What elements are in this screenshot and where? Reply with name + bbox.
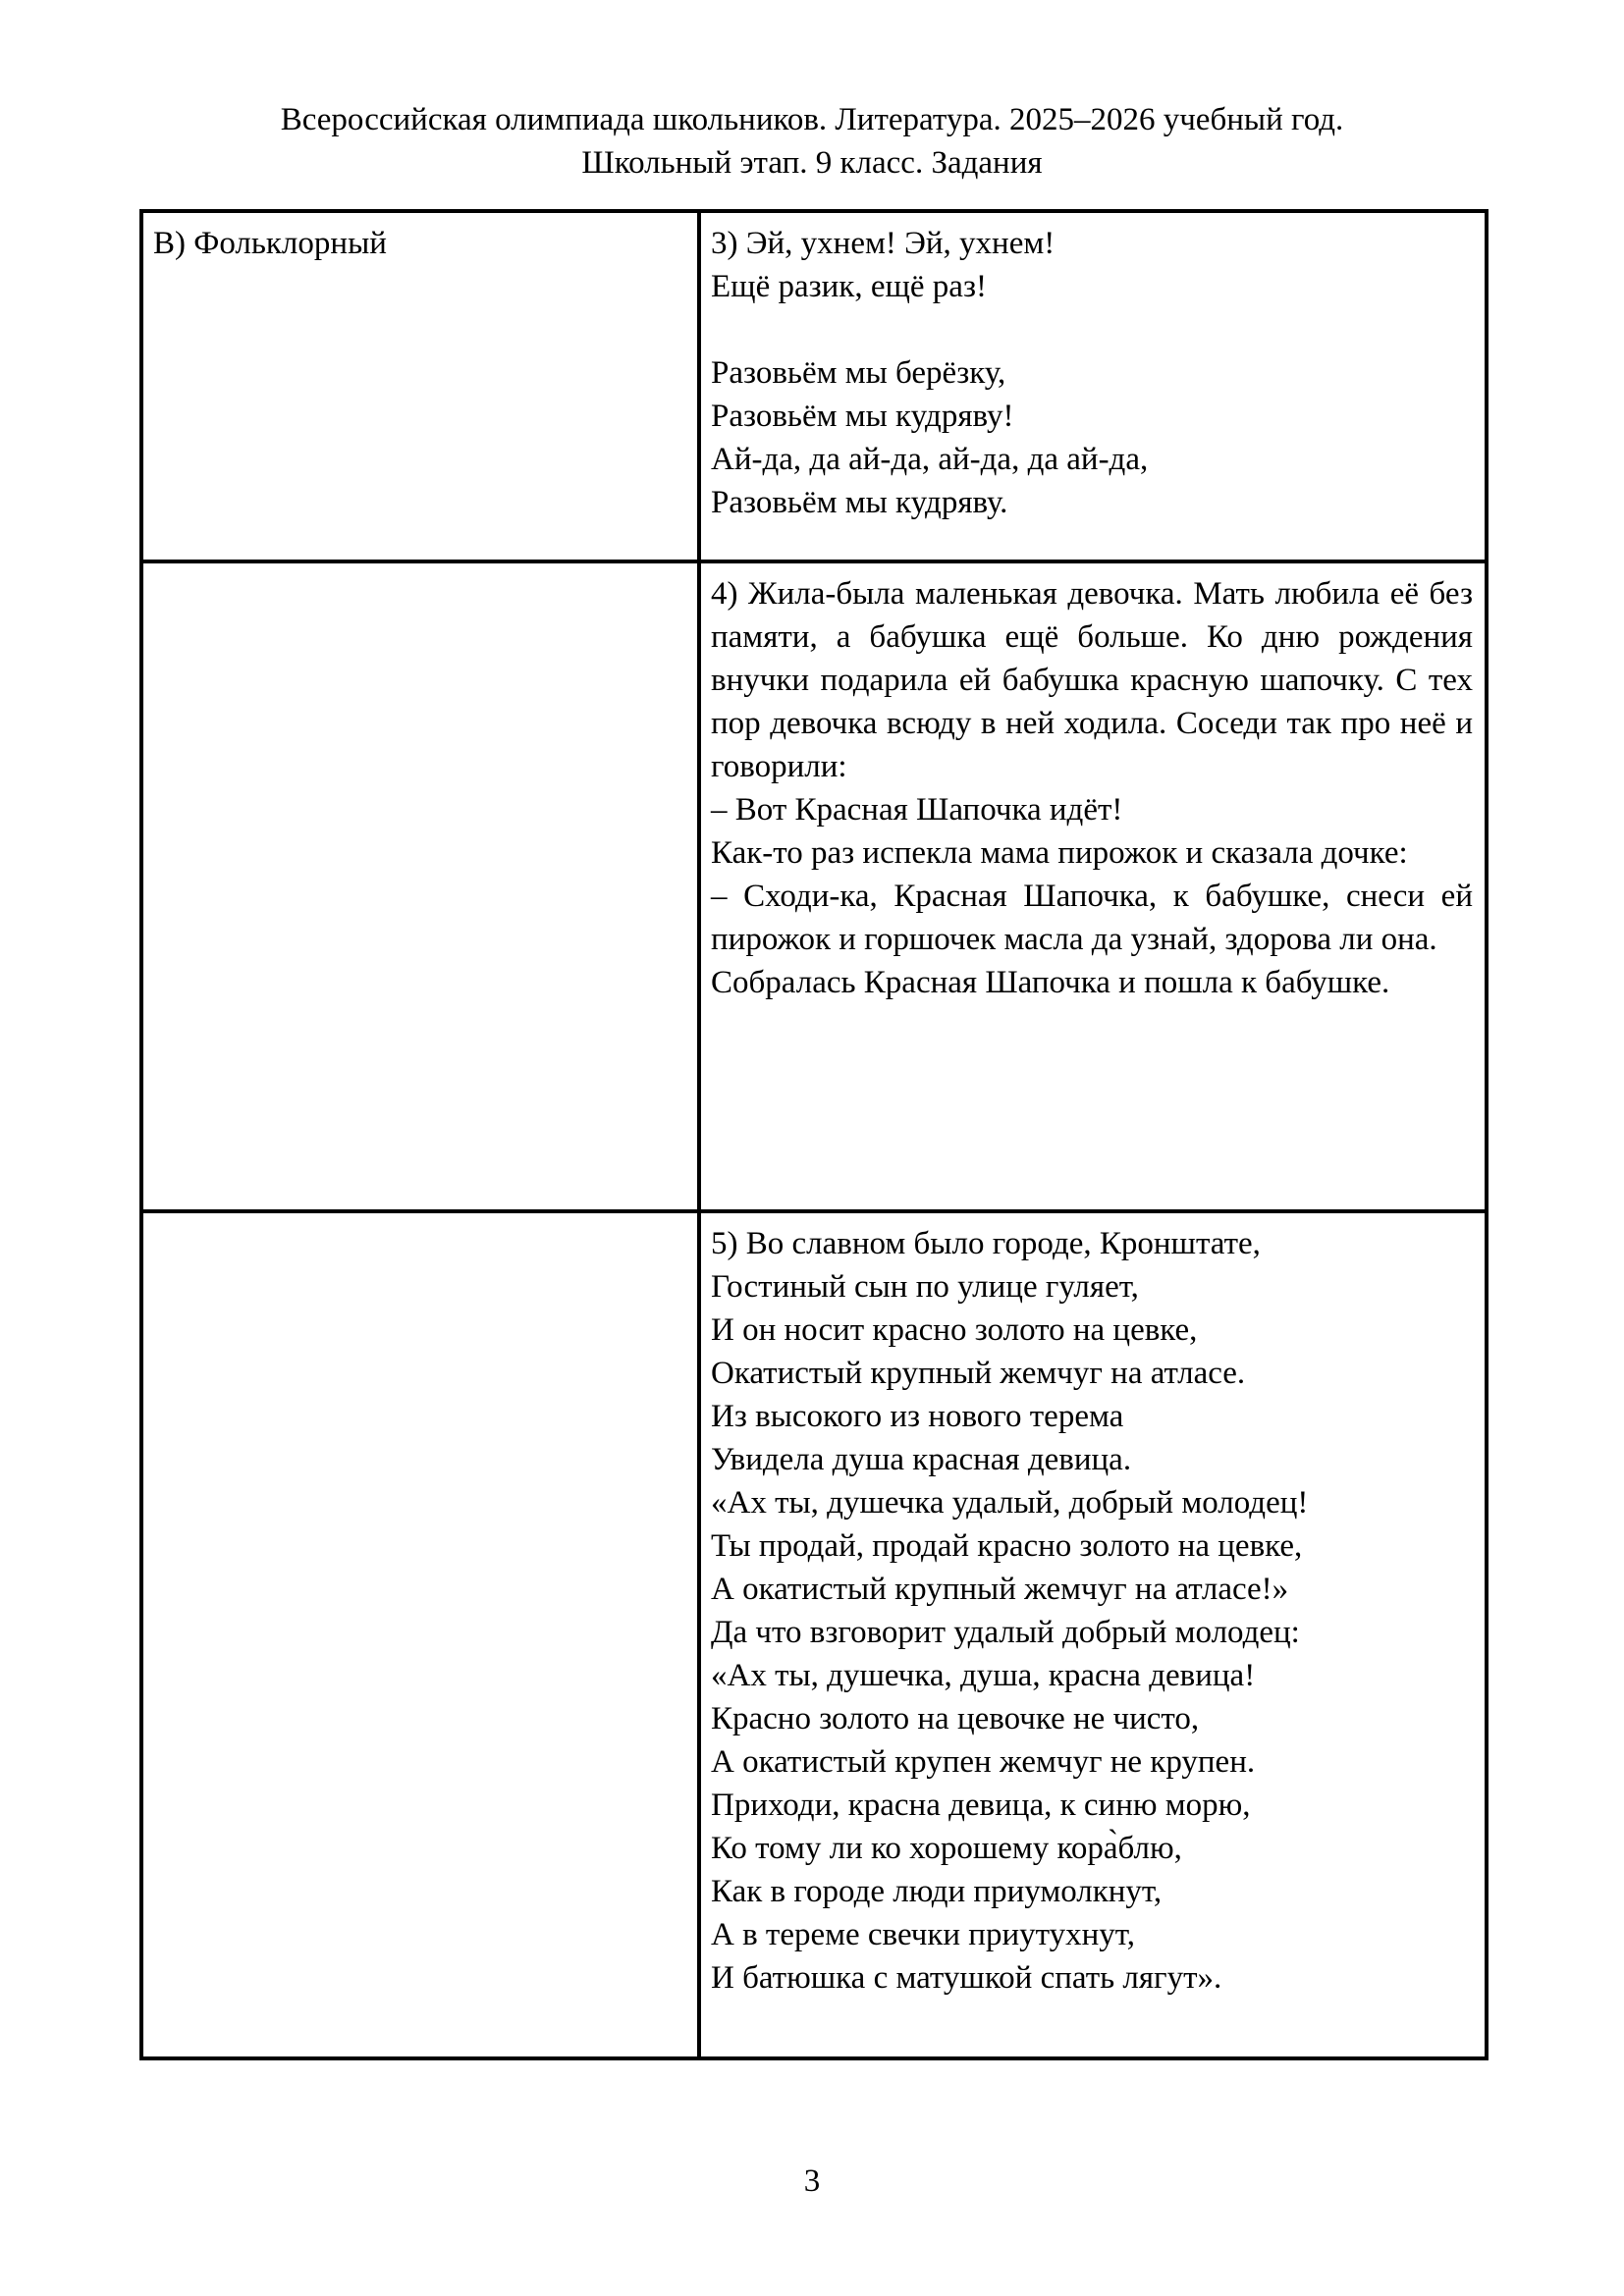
poem-line: Гостиный сын по улице гуляет, [711,1269,1139,1305]
poem-line: Ты продай, продай красно золото на цевке, [711,1528,1303,1564]
cell-left-empty-1 [141,561,699,1211]
cell-left-folklore [141,211,699,561]
poem-line: Ещё разик, ещё раз! [711,269,987,304]
poem-line: 5) Во славном было городе, Кронштате, [711,1226,1261,1261]
cell-left-empty-2 [141,1211,699,2058]
prose-paragraph: – Сходи-ка, Красная Шапочка, к бабушке, снеси ей пирожок и горшочек масла да узнай, здорова ли она. [711,879,1473,957]
table-row [141,211,1487,561]
poem-line: А окатистый крупен жемчуг не крупен. [711,1744,1256,1780]
poem-line: Ай-да, да ай-да, ай-да, да ай-да, [711,442,1149,477]
cell-right-song-5 [699,1211,1487,2058]
poem-line: Разовьём мы кудряву. [711,485,1008,520]
table-row [141,561,1487,1211]
prose-paragraph: 4) Жила-была маленькая девочка. Мать любила её без памяти, а бабушка ещё больше. Ко дню рождения внучки подарила ей бабушка красную шапочку. С тех пор девочка всюду в ней ходила. Соседи так про неё и говорили: [711,576,1473,784]
header-line-1: Всероссийская олимпиада школьников. Литература. 2025–2026 учебный год. [280,102,1344,137]
cell-right-song-3 [699,211,1487,561]
prose-paragraph: Как-то раз испекла мама пирожок и сказала дочке: [711,835,1408,871]
poem-line: А окатистый крупный жемчуг на атласе!» [711,1572,1289,1607]
tasks-table [139,209,1489,2060]
table-row [141,1211,1487,2058]
poem-line: И батюшка с матушкой спать лягут». [711,1960,1222,1996]
poem-line: Увидела душа красная девица. [711,1442,1132,1477]
poem-line: И он носит красно золото на цевке, [711,1312,1198,1348]
poem-line: Окатистый крупный жемчуг на атласе. [711,1356,1246,1391]
poem-line: Красно золото на цевочке не чисто, [711,1701,1200,1736]
page-header [0,98,1624,185]
poem-line: Из высокого из нового терема [711,1399,1124,1434]
page-footer [0,2160,1624,2203]
prose-paragraph: Собралась Красная Шапочка и пошла к бабушке. [711,965,1390,1000]
folklore-label: В) Фольклорный [153,226,387,261]
poem-line: Приходи, красна девица, к синю морю, [711,1788,1251,1823]
poem-line: Как в городе люди приумолкнут, [711,1874,1163,1909]
header-line-2: Школьный этап. 9 класс. Задания [581,145,1043,181]
poem-line: Ко тому ли ко хорошему кора̀блю, [711,1831,1182,1866]
poem-line: 3) Эй, ухнем! Эй, ухнем! [711,226,1056,261]
page-number: 3 [803,2163,821,2199]
stanza [711,351,1473,524]
prose-paragraph: – Вот Красная Шапочка идёт! [711,792,1123,828]
cell-right-tale-4 [699,561,1487,1211]
poem-line: А в тереме свечки приутухнут, [711,1917,1135,1952]
poem-line: Разовьём мы кудряву! [711,399,1014,434]
poem-line: Да что взговорит удалый добрый молодец: [711,1615,1300,1650]
poem-line: Разовьём мы берёзку, [711,355,1006,391]
poem-line: «Ах ты, душечка, душа, красна девица! [711,1658,1256,1693]
poem-line: «Ах ты, душечка удалый, добрый молодец! [711,1485,1309,1521]
